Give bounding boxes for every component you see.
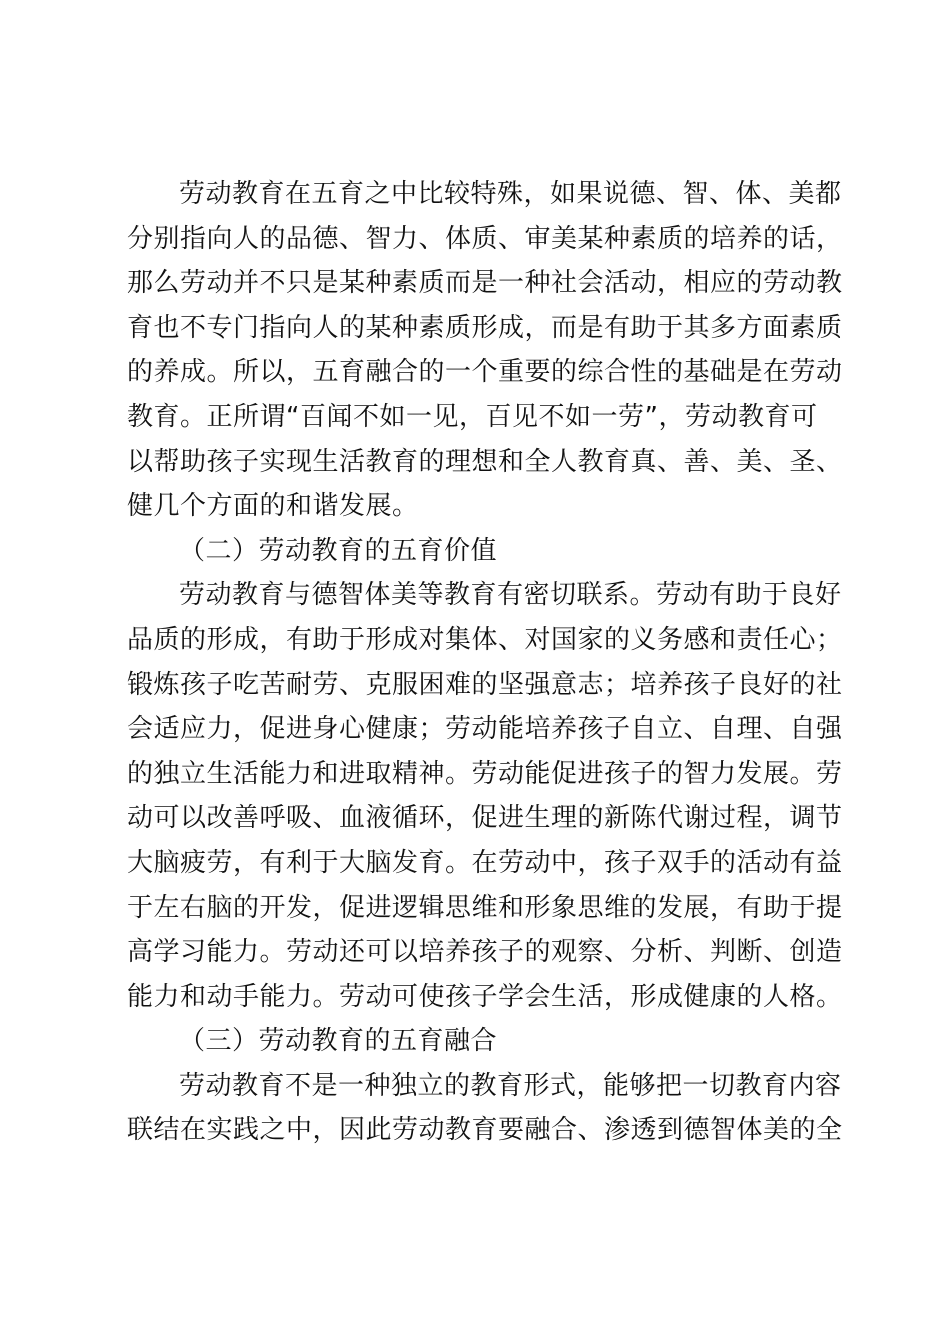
- paragraph-line: 那么劳动并不只是某种素质而是一种社会活动，相应的劳动教: [127, 268, 843, 299]
- paragraph-line: 能力和动手能力。劳动可使孩子学会生活，形成健康的人格。: [127, 981, 843, 1012]
- paragraph-line: 高学习能力。劳动还可以培养孩子的观察、分析、判断、创造: [127, 937, 843, 968]
- paragraph-line: 品质的形成，有助于形成对集体、对国家的义务感和责任心；: [127, 624, 843, 655]
- paragraph-line: 会适应力，促进身心健康；劳动能培养孩子自立、自理、自强: [127, 714, 843, 745]
- paragraph-line: 的养成。所以，五育融合的一个重要的综合性的基础是在劳动: [127, 357, 843, 388]
- document-body: [127, 172, 843, 1153]
- paragraph: [127, 1064, 843, 1153]
- section-heading: （三）劳动教育的五育融合: [179, 1026, 498, 1057]
- paragraph-line: 于左右脑的开发，促进逻辑思维和形象思维的发展，有助于提: [127, 892, 843, 923]
- paragraph-line: 联结在实践之中，因此劳动教育要融合、渗透到德智体美的全: [127, 1115, 843, 1146]
- section-heading: （二）劳动教育的五育价值: [179, 535, 498, 566]
- paragraph-line: 劳动教育在五育之中比较特殊，如果说德、智、体、美都: [179, 179, 842, 209]
- paragraph-line: 大脑疲劳，有利于大脑发育。在劳动中，孩子双手的活动有益: [127, 847, 843, 878]
- paragraph-line: 分别指向人的品德、智力、体质、审美某种素质的培养的话，: [127, 223, 843, 254]
- paragraph: [127, 172, 843, 529]
- paragraph-line: 的独立生活能力和进取精神。劳动能促进孩子的智力发展。劳: [127, 758, 843, 789]
- paragraph-line: 锻炼孩子吃苦耐劳、克服困难的坚强意志；培养孩子良好的社: [127, 669, 843, 700]
- paragraph-line: 健几个方面的和谐发展。: [127, 491, 419, 522]
- paragraph-line: 教育。正所谓“百闻不如一见，百见不如一劳”，劳动教育可: [127, 401, 818, 432]
- paragraph-line: 劳动教育与德智体美等教育有密切联系。劳动有助于良好: [179, 580, 842, 611]
- paragraph: [127, 573, 843, 1019]
- paragraph-line: 动可以改善呼吸、血液循环，促进生理的新陈代谢过程，调节: [127, 803, 843, 834]
- paragraph-line: 育也不专门指向人的某种素质形成，而是有助于其多方面素质: [127, 312, 843, 343]
- paragraph-line: 以帮助孩子实现生活教育的理想和全人教育真、善、美、圣、: [127, 446, 843, 477]
- paragraph-line: 劳动教育不是一种独立的教育形式，能够把一切教育内容: [179, 1070, 842, 1101]
